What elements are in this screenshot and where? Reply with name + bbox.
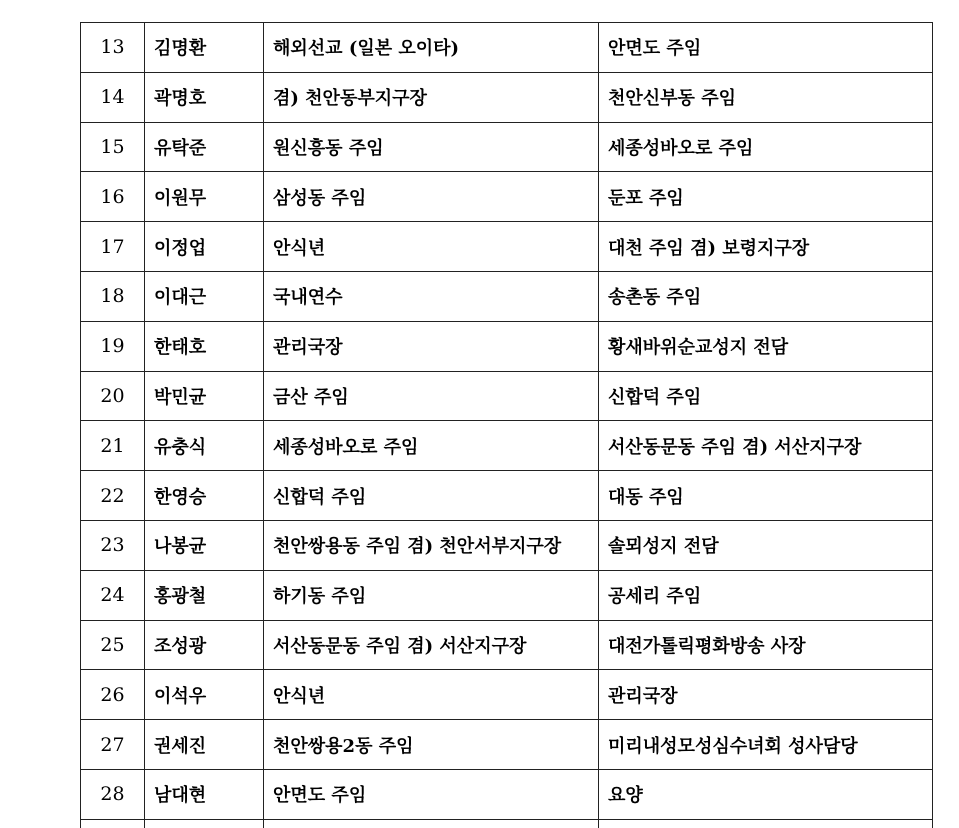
person-name: 이대근: [145, 271, 264, 321]
row-number: 13: [81, 23, 145, 73]
previous-post: 천안쌍용동 주임 겸) 천안서부지구장: [264, 520, 599, 570]
person-name: 홍광철: [145, 570, 264, 620]
row-number: 18: [81, 271, 145, 321]
person-name: 이석우: [145, 670, 264, 720]
table-row: [81, 570, 933, 620]
previous-post: 국내연수: [264, 271, 599, 321]
previous-post: 서산동문동 주임 겸) 서산지구장: [264, 620, 599, 670]
table-row: [81, 122, 933, 172]
table-row: [81, 471, 933, 521]
new-post: 서산동문동 주임 겸) 서산지구장: [599, 421, 933, 471]
person-name: 한영승: [145, 471, 264, 521]
row-number: 25: [81, 620, 145, 670]
new-post: 솔뫼성지 전담: [599, 520, 933, 570]
previous-post: 신합덕 주임: [264, 471, 599, 521]
row-number: 26: [81, 670, 145, 720]
person-name: 김명환: [145, 23, 264, 73]
table-row: [81, 72, 933, 122]
previous-post: 하기동 주임: [264, 570, 599, 620]
table-row: [81, 520, 933, 570]
table-row: [81, 172, 933, 222]
new-post: 대동 주임: [599, 471, 933, 521]
person-name: 박민균: [145, 371, 264, 421]
person-name: 이정업: [145, 222, 264, 272]
new-post: 대천 주임 겸) 보령지구장: [599, 222, 933, 272]
row-number: 23: [81, 520, 145, 570]
new-post: 세종성바오로 주임: [599, 122, 933, 172]
table-row: [81, 222, 933, 272]
new-post: 황새바위순교성지 전담: [599, 321, 933, 371]
new-post: 송촌동 주임: [599, 271, 933, 321]
table-row: [81, 271, 933, 321]
row-number: 19: [81, 321, 145, 371]
previous-post: 천안쌍용2동 주임: [264, 720, 599, 770]
previous-post: 관리국장: [264, 321, 599, 371]
table-row: [81, 421, 933, 471]
table-row: [81, 23, 933, 73]
row-number: 16: [81, 172, 145, 222]
person-name: 권세진: [145, 720, 264, 770]
previous-post: 해외선교 (일본 오이타): [264, 23, 599, 73]
table-row: [81, 371, 933, 421]
new-post: 공세리 주임: [599, 570, 933, 620]
previous-post: 안식년: [264, 670, 599, 720]
new-post: 안면도 주임: [599, 23, 933, 73]
previous-post: 안면도 주임: [264, 769, 599, 819]
person-name: 남대현: [145, 769, 264, 819]
row-number: 21: [81, 421, 145, 471]
previous-post: 안식년: [264, 222, 599, 272]
new-post: 천안신부동 주임: [599, 72, 933, 122]
previous-post: 겸) 천안동부지구장: [264, 72, 599, 122]
continuation-cell: [145, 819, 264, 828]
table-row: [81, 670, 933, 720]
row-number: 20: [81, 371, 145, 421]
previous-post: 원신흥동 주임: [264, 122, 599, 172]
table-row: [81, 321, 933, 371]
continuation-cell: [599, 819, 933, 828]
new-post: 관리국장: [599, 670, 933, 720]
previous-post: 금산 주임: [264, 371, 599, 421]
person-name: 나봉균: [145, 520, 264, 570]
new-post: 미리내성모성심수녀회 성사담당: [599, 720, 933, 770]
table-row: [81, 620, 933, 670]
person-name: 곽명호: [145, 72, 264, 122]
row-number: 28: [81, 769, 145, 819]
row-number: 24: [81, 570, 145, 620]
person-name: 이원무: [145, 172, 264, 222]
person-name: 조성광: [145, 620, 264, 670]
row-number: 27: [81, 720, 145, 770]
new-post: 대전가톨릭평화방송 사장: [599, 620, 933, 670]
row-number: 17: [81, 222, 145, 272]
previous-post: 세종성바오로 주임: [264, 421, 599, 471]
previous-post: 삼성동 주임: [264, 172, 599, 222]
new-post: 신합덕 주임: [599, 371, 933, 421]
row-number: 14: [81, 72, 145, 122]
assignment-table-body: [81, 23, 933, 828]
table-row: [81, 720, 933, 770]
assignment-table-wrapper: [80, 22, 933, 828]
table-row-continuation: [81, 819, 933, 828]
continuation-cell: [264, 819, 599, 828]
person-name: 유충식: [145, 421, 264, 471]
row-number: 22: [81, 471, 145, 521]
continuation-cell: [81, 819, 145, 828]
assignment-table: [80, 22, 933, 828]
person-name: 유탁준: [145, 122, 264, 172]
new-post: 요양: [599, 769, 933, 819]
row-number: 15: [81, 122, 145, 172]
table-row: [81, 769, 933, 819]
person-name: 한태호: [145, 321, 264, 371]
new-post: 둔포 주임: [599, 172, 933, 222]
